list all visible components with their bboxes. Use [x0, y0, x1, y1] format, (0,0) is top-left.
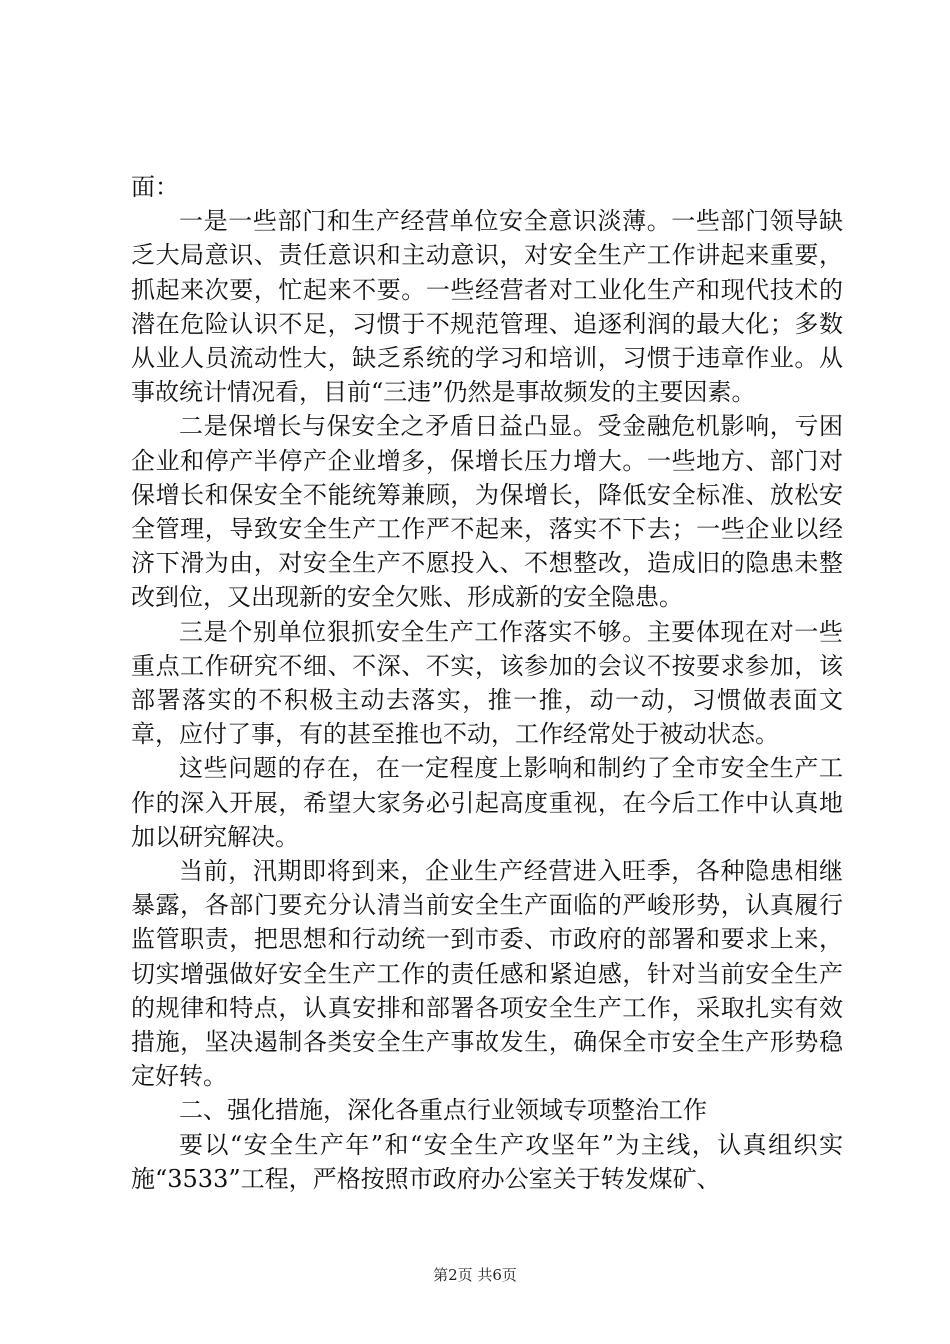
paragraph-point-two: 二是保增长与保安全之矛盾日益凸显。受金融危机影响，亏困企业和停产半停产企业增多，保增长压力增大。一些地方、部门对保增长和保安全不能统筹兼顾，为保增长，降低安全标准、放松安全管理，导致安全生产工作严不起来，落实不下去；一些企业以经济下滑为由，对安全生产不愿投入、不想整改，造成旧的隐患未整改到位，又出现新的安全欠账、形成新的安全隐患。 [131, 412, 843, 612]
page-number: 第2页 共6页 [433, 1266, 517, 1284]
document-body [131, 170, 843, 1196]
paragraph-current-situation: 当前，汛期即将到来，企业生产经营进入旺季，各种隐患相继暴露，各部门要充分认清当前安全生产面临的严峻形势，认真履行监管职责，把思想和行动统一到市委、市政府的部署和要求上来，切实增强做好安全生产工作的责任感和紧迫感，针对当前安全生产的规律和特点，认真安排和部署各项安全生产工作，采取扎实有效措施，坚决遏制各类安全生产事故发生，确保全市安全生产形势稳定好转。 [131, 857, 843, 1091]
paragraph-point-three: 三是个别单位狠抓安全生产工作落实不够。主要体现在对一些重点工作研究不细、不深、不实，该参加的会议不按要求参加，该部署落实的不积极主动去落实，推一推，动一动，习惯做表面文章，应付了事，有的甚至推也不动，工作经常处于被动状态。 [131, 617, 843, 749]
paragraph-section-intro: 要以“安全生产年”和“安全生产攻坚年”为主线，认真组织实施“3533”工程，严格按照市政府办公室关于转发煤矿、 [131, 1130, 843, 1193]
section-heading: 二、强化措施，深化各重点行业领域专项整治工作 [179, 1096, 707, 1125]
paragraph-summary: 这些问题的存在，在一定程度上影响和制约了全市安全生产工作的深入开展，希望大家务必引起高度重视，在今后工作中认真地加以研究解决。 [131, 754, 843, 851]
paragraph-point-one: 一是一些部门和生产经营单位安全意识淡薄。一些部门领导缺乏大局意识、责任意识和主动意识，对安全生产工作讲起来重要，抓起来次要，忙起来不要。一些经营者对工业化生产和现代技术的潜在危险认识不足，习惯于不规范管理、追逐利润的最大化；多数从业人员流动性大，缺乏系统的学习和培训，习惯于违章作业。从事故统计情况看，目前“三违”仍然是事故频发的主要因素。 [131, 207, 843, 407]
paragraph-continuation: 面： [131, 173, 179, 201]
